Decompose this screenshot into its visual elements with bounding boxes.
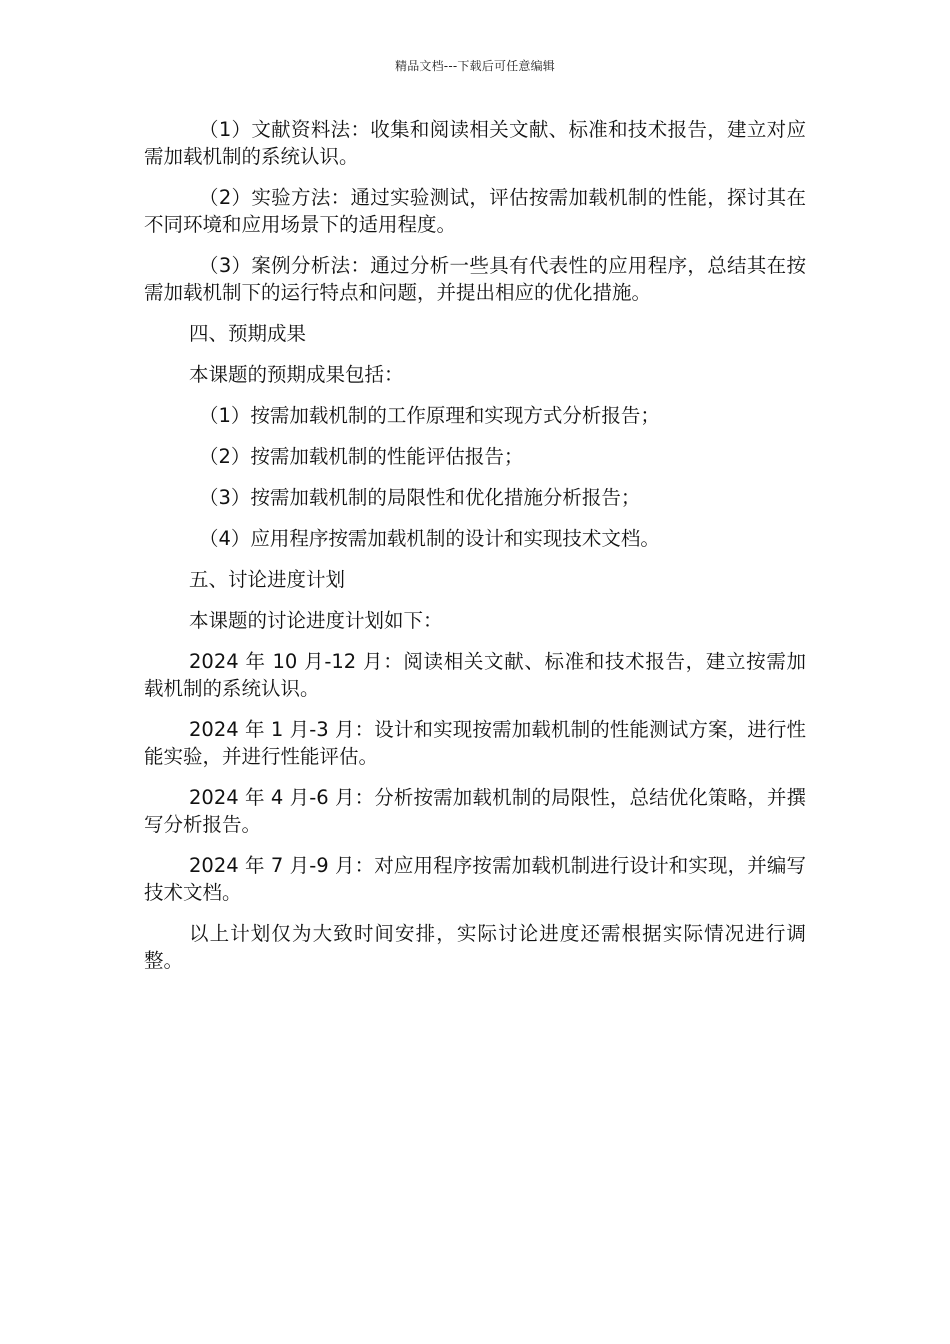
page-header: 精品文档---下载后可任意编辑 <box>395 59 555 73</box>
expected-result-item-2: （2）按需加载机制的性能评估报告； <box>199 445 524 468</box>
schedule-item-4: 2024 年 7 月-9 月：对应用程序按需加载机制进行设计和实现，并编写技术文档。 <box>144 854 806 904</box>
schedule-intro: 本课题的讨论进度计划如下： <box>189 609 443 632</box>
schedule-item-2: 2024 年 1 月-3 月：设计和实现按需加载机制的性能测试方案，进行性能实验，并进行性能评估。 <box>144 718 806 768</box>
schedule-item-1: 2024 年 10 月-12 月：阅读相关文献、标准和技术报告，建立按需加载机制的系统认识。 <box>144 650 806 700</box>
schedule-note: 以上计划仅为大致时间安排，实际讨论进度还需根据实际情况进行调整。 <box>144 922 806 972</box>
expected-results-intro: 本课题的预期成果包括： <box>189 363 404 386</box>
method-experiment-paragraph: （2）实验方法：通过实验测试，评估按需加载机制的性能，探讨其在不同环境和应用场景下的适用程度。 <box>144 186 806 236</box>
schedule-item-3: 2024 年 4 月-6 月：分析按需加载机制的局限性，总结优化策略，并撰写分析报告。 <box>144 786 806 836</box>
section-heading-expected-results: 四、预期成果 <box>189 322 307 345</box>
document-body <box>144 116 806 988</box>
expected-result-item-4: （4）应用程序按需加载机制的设计和实现技术文档。 <box>199 527 660 550</box>
section-heading-schedule: 五、讨论进度计划 <box>189 568 346 591</box>
method-case-study-paragraph: （3）案例分析法：通过分析一些具有代表性的应用程序，总结其在按需加载机制下的运行特点和问题，并提出相应的优化措施。 <box>144 254 806 304</box>
method-literature-paragraph: （1）文献资料法：收集和阅读相关文献、标准和技术报告，建立对应需加载机制的系统认识。 <box>144 118 806 168</box>
expected-result-item-1: （1）按需加载机制的工作原理和实现方式分析报告； <box>199 404 660 427</box>
expected-result-item-3: （3）按需加载机制的局限性和优化措施分析报告； <box>199 486 641 509</box>
